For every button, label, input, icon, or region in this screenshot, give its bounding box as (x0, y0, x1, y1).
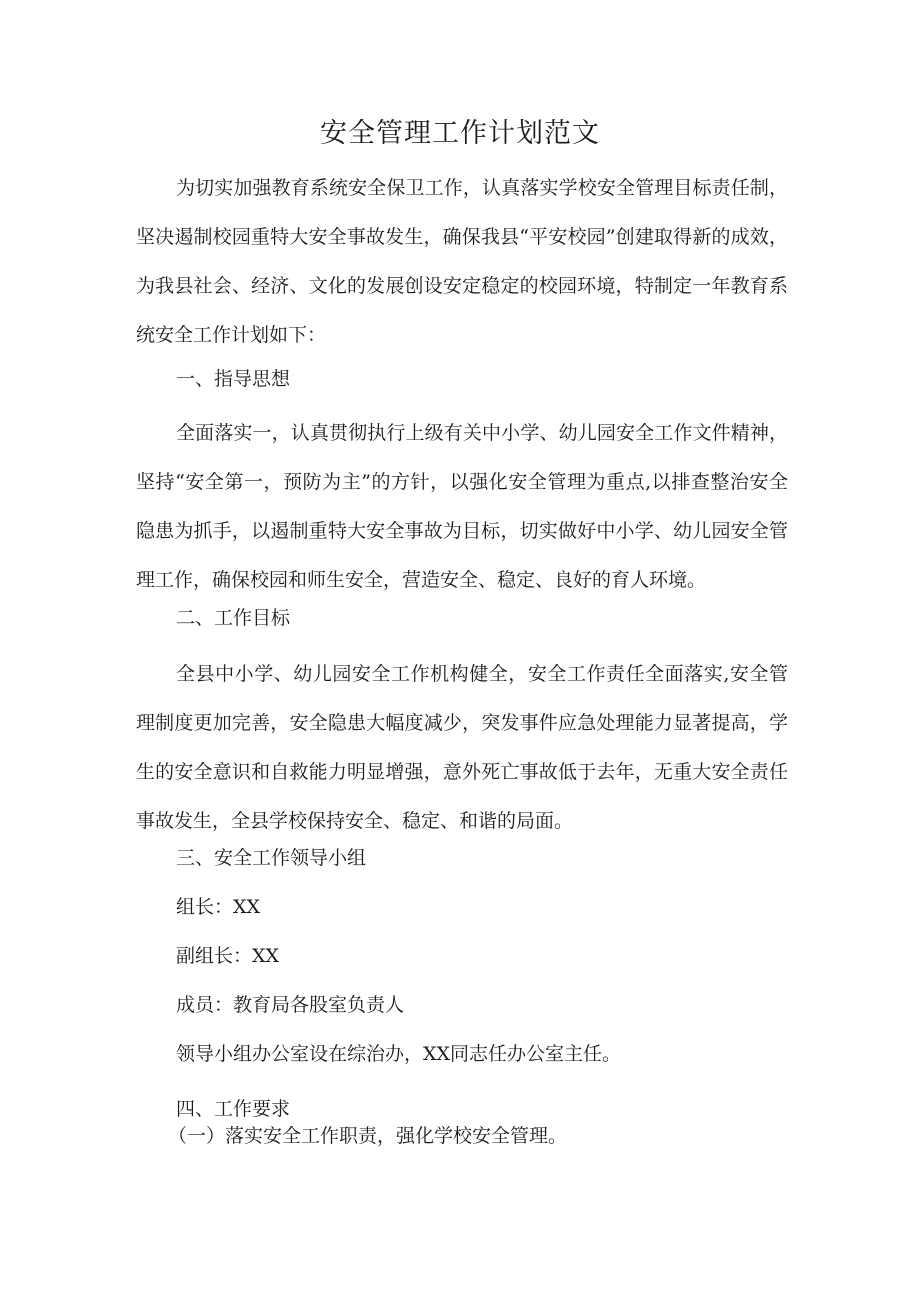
work-goals-paragraph: 全县中小学、幼儿园安全工作机构健全，安全工作责任全面落实,安全管理制度更加完善，安全隐患大幅度减少，突发事件应急处理能力显著提高，学生的安全意识和自救能力明显增强，意外死亡事故低于去年，无重大安全责任事故发生，全县学校保持安全、稳定、和谐的局面。 (136, 663, 788, 832)
intro-paragraph: 为切实加强教育系统安全保卫工作，认真落实学校安全管理目标责任制，坚决遏制校园重特大安全事故发生，确保我县“平安校园”创建取得新的成效，为我县社会、经济、文化的发展创设安定稳定的校园环境，特制定一年教育系统安全工作计划如下： (136, 177, 788, 346)
deputy-leader-line: 副组长：XX (176, 945, 280, 967)
guiding-ideology-paragraph: 全面落实一，认真贯彻执行上级有关中小学、幼儿园安全工作文件精神，坚持“安全第一，预防为主”的方针，以强化安全管理为重点,以排查整治安全隐患为抓手，以遏制重特大安全事故为目标，切实做好中小学、幼儿园安全管理工作，确保校园和师生安全，营造安全、稳定、良好的育人环境。 (136, 422, 788, 591)
section-heading-leadership-group: 三、安全工作领导小组 (176, 847, 367, 869)
document-title: 安全管理工作计划范文 (320, 118, 600, 149)
members-line: 成员：教育局各股室负责人 (176, 994, 405, 1016)
section-heading-work-goals: 二、工作目标 (176, 607, 291, 629)
office-note-line: 领导小组办公室设在综治办，XX同志任办公室主任。 (176, 1043, 622, 1065)
group-leader-line: 组长：XX (176, 896, 261, 918)
section-heading-guiding-ideology: 一、指导思想 (176, 368, 291, 390)
requirement-item-1: （一）落实安全工作职责，强化学校安全管理。 (168, 1125, 568, 1147)
section-heading-work-requirements: 四、工作要求 (176, 1098, 291, 1120)
